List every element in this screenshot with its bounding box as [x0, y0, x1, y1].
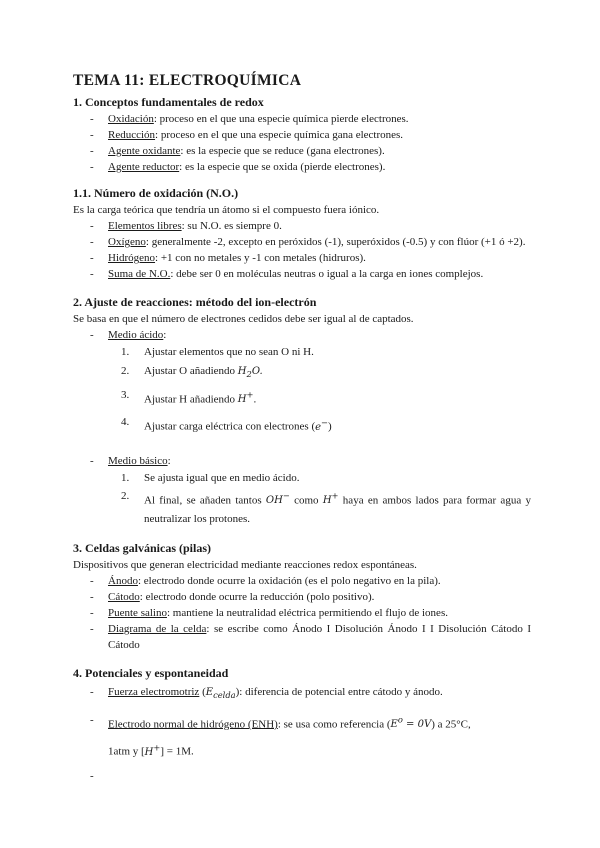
- term-fem: Fuerza electromotriz: [108, 685, 200, 698]
- step-number: 2.: [121, 365, 130, 377]
- section-1-1-heading: 1.1. Número de oxidación (N.O.): [73, 186, 239, 200]
- formula-subscript: 2: [246, 369, 252, 379]
- definition: ): diferencia de potencial entre cátodo y ánodo.: [235, 685, 443, 698]
- term-diagrama-celda: Diagrama de la celda: [108, 622, 207, 635]
- term-agente-reductor: Agente reductor: [108, 161, 180, 173]
- colon: :: [163, 329, 167, 341]
- section-4-heading: 4. Potenciales y espontaneidad: [73, 665, 229, 680]
- step-number: 4.: [121, 416, 130, 429]
- definition: : debe ser 0 en moléculas neutras o igual a la carga en iones complejos.: [170, 268, 484, 280]
- definition: : proceso en el que una especie química gana electrones.: [155, 129, 404, 141]
- step-text: Ajustar carga eléctrica con electrones (: [144, 420, 316, 433]
- list-item: [73, 250, 531, 266]
- step-text: como: [289, 493, 323, 506]
- list-item: [73, 218, 531, 234]
- formula-hydroxide: [265, 490, 290, 506]
- section-1-1-intro: Es la carga teórica que tendría un átomo si el compuesto fuera iónico.: [73, 204, 380, 216]
- list-item: [73, 127, 531, 143]
- colon: :: [167, 454, 171, 467]
- basic-steps: [73, 469, 531, 528]
- page-title: TEMA 11: ELECTROQUÍMICA: [73, 72, 302, 89]
- term-anodo: Ánodo: [108, 574, 138, 587]
- section-1-list: [73, 111, 531, 175]
- step-number: 1.: [121, 471, 130, 484]
- term-agente-oxidante: Agente oxidante: [108, 145, 181, 157]
- step: [121, 343, 531, 361]
- term-suma-no: Suma de N.O.: [108, 268, 171, 280]
- acid-steps: [73, 343, 531, 439]
- formula-base: e: [315, 421, 322, 433]
- definition: : electrodo donde ocurre la reducción (polo positivo).: [139, 590, 375, 603]
- definition: : se escribe como Ánodo I Disolución Ánodo I I Disolución Cátodo I Cátodo: [108, 622, 532, 651]
- formula-superscript: −: [321, 417, 329, 428]
- section-3-heading: 3. Celdas galvánicas (pilas): [73, 540, 212, 555]
- section-2-heading: 2. Ajuste de reacciones: método del ion-electrón: [73, 295, 317, 309]
- step-text: Ajustar H añadiendo: [144, 393, 238, 406]
- formula-base: OH: [265, 494, 283, 506]
- step-number: 2.: [121, 489, 130, 502]
- definition: : es la especie que se oxida (pierde electrones).: [179, 161, 386, 173]
- step-text: haya en ambos lados para formar agua y neutralizar los protones.: [144, 493, 531, 525]
- definition: : es la especie que se reduce (gana electrones).: [180, 145, 385, 157]
- step: [121, 469, 531, 487]
- formula-unit: V: [423, 719, 432, 731]
- section-3-list: [73, 573, 531, 653]
- term-enh: Electrodo normal de hidrógeno (ENH): [108, 718, 278, 731]
- step: [121, 384, 531, 411]
- formula-base: H: [237, 394, 247, 406]
- formula-base: H: [144, 746, 154, 758]
- formula-proton-conc: [144, 742, 161, 758]
- step-text-end: ): [328, 420, 332, 433]
- step-text: Se ajusta igual que en medio ácido.: [144, 471, 300, 484]
- step-text: Al final, se añaden tantos: [144, 493, 266, 506]
- list-item: [73, 111, 531, 127]
- definition: : su N.O. es siempre 0.: [181, 220, 282, 232]
- section-1-1-list: [73, 218, 531, 282]
- formula-e-celda: [206, 687, 236, 698]
- step-text: Ajustar O añadiendo: [144, 365, 238, 377]
- step-number: 1.: [121, 346, 130, 358]
- formula-subscript: celda: [213, 689, 236, 700]
- term-puente-salino: Puente salino: [108, 606, 167, 619]
- definition: : proceso en el que una especie química pierde electrones.: [153, 113, 409, 125]
- list-item: [73, 682, 531, 705]
- definition: : generalmente -2, excepto en peróxidos (-1), superóxidos (-0.5) y con flúor (+1 ó +2).: [145, 236, 526, 248]
- list-item-medio-acido: [73, 327, 531, 343]
- formula-base: H: [322, 494, 332, 506]
- term-hidrogeno: Hidrógeno: [108, 252, 156, 264]
- formula-proton: [322, 490, 339, 506]
- formula-superscript: −: [282, 490, 290, 501]
- term-medio-acido: Medio ácido: [108, 329, 164, 341]
- definition: 1atm y [: [108, 745, 145, 758]
- formula-base: H: [237, 366, 247, 377]
- list-item: [73, 605, 531, 621]
- formula-superscript: +: [153, 742, 161, 753]
- section-2-intro: Se basa en que el número de electrones cedidos debe ser igual al de captados.: [73, 313, 414, 325]
- definition: : se usa como referencia (: [277, 718, 391, 731]
- formula-superscript: +: [246, 390, 254, 400]
- formula-e-standard: [390, 714, 432, 731]
- definition: : +1 con no metales y -1 con metales (hidruros).: [155, 252, 366, 264]
- formula-rest: O.: [251, 366, 263, 377]
- formula-superscript: o: [397, 714, 403, 725]
- definition: ) a 25°C,: [431, 718, 471, 731]
- step: [121, 487, 531, 528]
- list-item: [73, 621, 531, 653]
- term-catodo: Cátodo: [108, 590, 140, 603]
- formula-proton: [237, 390, 254, 406]
- list-item: [73, 159, 531, 175]
- list-item: [73, 709, 531, 764]
- formula-base: E: [205, 686, 214, 698]
- list-item: [73, 589, 531, 605]
- list-item: [73, 234, 531, 250]
- definition: : electrodo donde ocurre la oxidación (es el polo negativo en la pila).: [137, 574, 441, 587]
- list-item: [73, 266, 531, 282]
- term-reduccion: Reducción: [108, 129, 156, 141]
- formula-equals: = 0: [402, 719, 424, 731]
- step-text: Ajustar elementos que no sean O ni H.: [144, 346, 314, 358]
- step: [121, 411, 531, 438]
- list-item: [73, 573, 531, 589]
- section-2-list-basic: [73, 453, 531, 469]
- step-text-end: .: [253, 393, 257, 406]
- definition: ] = 1M.: [160, 745, 194, 758]
- step-number: 3.: [121, 389, 130, 401]
- term-oxidacion: Oxidación: [108, 113, 154, 125]
- formula-superscript: +: [331, 490, 339, 501]
- document-page: [73, 72, 531, 768]
- list-item: [73, 143, 531, 159]
- step: [121, 361, 531, 384]
- definition: (: [199, 685, 206, 698]
- formula-electron: [315, 417, 329, 433]
- definition: : mantiene la neutralidad eléctrica permitiendo el flujo de iones.: [166, 606, 448, 619]
- section-1-heading: 1. Conceptos fundamentales de redox: [73, 95, 264, 109]
- formula-water: [238, 366, 263, 377]
- section-2-list: [73, 327, 531, 343]
- formula-base: E: [390, 719, 398, 731]
- term-medio-basico: Medio básico: [108, 454, 168, 467]
- list-item-medio-basico: [73, 453, 531, 469]
- section-3-intro: Dispositivos que generan electricidad mediante reacciones redox espontáneas.: [73, 558, 417, 571]
- section-4-list: [73, 682, 531, 764]
- term-oxigeno: Oxígeno: [108, 236, 146, 248]
- term-elementos-libres: Elementos libres: [108, 220, 182, 232]
